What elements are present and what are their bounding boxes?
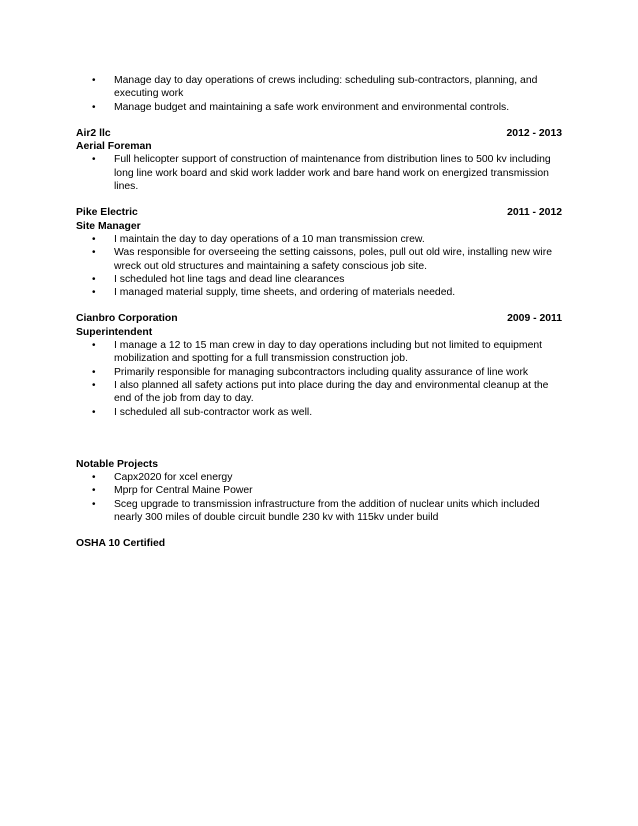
bullet-marker: • bbox=[92, 287, 96, 299]
bullet-marker: • bbox=[92, 75, 96, 86]
bullet-marker: • bbox=[92, 498, 96, 510]
bullet-text: I also planned all safety actions put into place during the day and environmental cleanup at the end of the job from day to day. bbox=[114, 379, 549, 405]
list-item bbox=[76, 366, 562, 379]
intro-bullet-list bbox=[76, 74, 562, 114]
job-dates: 2012 - 2013 bbox=[506, 127, 562, 139]
company-name: Air2 llc bbox=[76, 127, 111, 139]
bullet-text: Manage day to day operations of crews including: scheduling sub-contractors, planning, and executing work bbox=[114, 75, 538, 100]
bullet-text: Full helicopter support of construction of maintenance from distribution lines to 500 kv including long line work board and skid work ladder work and bare hand work on energized transmission lines. bbox=[114, 154, 551, 193]
list-item bbox=[76, 286, 562, 299]
resume-content bbox=[76, 74, 562, 551]
bullet-marker: • bbox=[92, 485, 96, 497]
job-header bbox=[76, 312, 562, 325]
bullet-text: I manage a 12 to 15 man crew in day to day operations including but not limited to equipment mobilization and spotting for a full transmission construction job. bbox=[114, 340, 543, 365]
list-item bbox=[76, 74, 562, 101]
bullet-marker: • bbox=[92, 247, 96, 259]
list-item bbox=[76, 471, 562, 484]
job-title: Site Manager bbox=[76, 220, 141, 232]
bullet-marker: • bbox=[92, 233, 96, 245]
bullet-text: I maintain the day to day operations of a 10 man transmission crew. bbox=[114, 233, 425, 245]
job-bullet-list bbox=[76, 153, 562, 193]
job-header bbox=[76, 127, 562, 140]
list-item bbox=[76, 484, 562, 497]
list-item bbox=[76, 233, 562, 246]
bullet-marker: • bbox=[92, 406, 96, 418]
job-header bbox=[76, 206, 562, 219]
list-item bbox=[76, 246, 562, 273]
certification: OSHA 10 Certified bbox=[76, 538, 166, 550]
bullet-text: Primarily responsible for managing subcontractors including quality assurance of line work bbox=[114, 366, 529, 378]
list-item bbox=[76, 101, 562, 114]
list-item bbox=[76, 273, 562, 286]
bullet-text: Manage budget and maintaining a safe work environment and environmental controls. bbox=[114, 101, 510, 113]
bullet-marker: • bbox=[92, 366, 96, 378]
list-item bbox=[76, 153, 562, 193]
job-dates: 2009 - 2011 bbox=[507, 313, 562, 325]
bullet-text: Sceg upgrade to transmission infrastructure from the addition of nuclear units which included nearly 300 miles of double circuit bundle 230 kv with 115kv under build bbox=[114, 498, 540, 524]
bullet-marker: • bbox=[92, 101, 96, 113]
list-item bbox=[76, 339, 562, 366]
bullet-text: Capx2020 for xcel energy bbox=[114, 472, 233, 484]
company-name: Cianbro Corporation bbox=[76, 313, 178, 325]
list-item bbox=[76, 498, 562, 525]
bullet-marker: • bbox=[92, 472, 96, 484]
section-heading: Notable Projects bbox=[76, 458, 158, 470]
bullet-text: I scheduled all sub-contractor work as well. bbox=[114, 406, 313, 418]
job-title: Aerial Foreman bbox=[76, 141, 152, 153]
bullet-marker: • bbox=[92, 379, 96, 391]
bullet-text: Mprp for Central Maine Power bbox=[114, 485, 253, 497]
company-name: Pike Electric bbox=[76, 207, 138, 219]
bullet-marker: • bbox=[92, 273, 96, 285]
job-title: Superintendent bbox=[76, 326, 153, 338]
list-item bbox=[76, 406, 562, 419]
job-dates: 2011 - 2012 bbox=[507, 207, 562, 219]
bullet-text: I managed material supply, time sheets, and ordering of materials needed. bbox=[114, 287, 456, 299]
list-item bbox=[76, 379, 562, 406]
job-cianbro bbox=[76, 312, 562, 418]
bullet-text: Was responsible for overseeing the setting caissons, poles, pull out old wire, installing new wire wreck out old structures and maintaining a safety conscious job site. bbox=[114, 247, 552, 272]
bullet-marker: • bbox=[92, 340, 96, 352]
job-bullet-list bbox=[76, 233, 562, 299]
job-bullet-list bbox=[76, 339, 562, 419]
projects-bullet-list bbox=[76, 471, 562, 524]
job-pike-electric bbox=[76, 206, 562, 299]
notable-projects-section bbox=[76, 458, 562, 524]
bullet-marker: • bbox=[92, 154, 96, 166]
bullet-text: I scheduled hot line tags and dead line clearances bbox=[114, 273, 345, 285]
job-air2 bbox=[76, 127, 562, 193]
